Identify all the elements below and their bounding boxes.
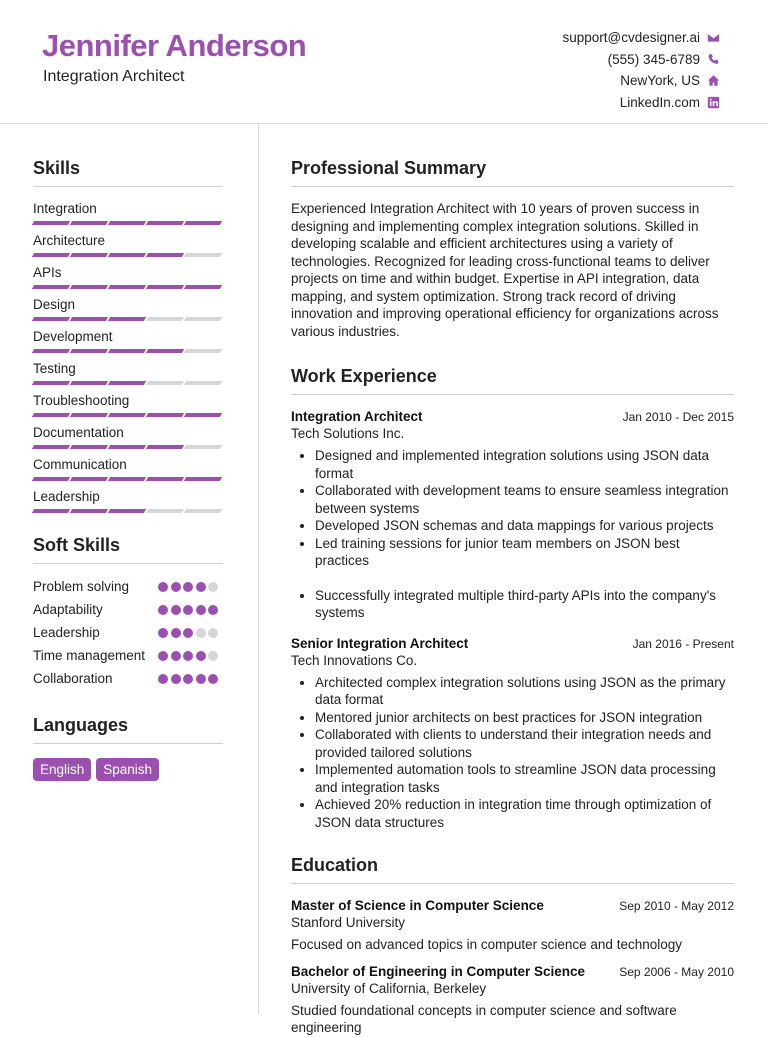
soft-skill-label: Adaptability (33, 602, 103, 617)
rating-dot (196, 628, 206, 638)
soft-skill-row (33, 647, 223, 664)
contact-location (562, 70, 720, 92)
skill-row (33, 393, 223, 417)
job-bullet: • Successfully integrated multiple third-party APIs into the company's systems (315, 587, 734, 622)
skill-level-segment (146, 509, 184, 513)
rating-dot (171, 628, 181, 638)
rating-dot (183, 674, 193, 684)
skill-level-segment (32, 221, 70, 225)
skill-level-segment (70, 221, 108, 225)
skill-row (33, 457, 223, 481)
education-description: Studied foundational concepts in computer science and software engineering (291, 1002, 677, 1035)
job-entry (291, 636, 734, 832)
skill-level-bar (33, 509, 223, 513)
skill-level-segment (70, 349, 108, 353)
rating-dot (208, 674, 218, 684)
skill-level-segment (32, 349, 70, 353)
rating-dot (208, 582, 218, 592)
skill-level-bar (33, 413, 223, 417)
rating-dot (196, 651, 206, 661)
job-company: Tech Solutions Inc. (291, 426, 405, 441)
language-tag: English (33, 758, 91, 781)
job-bullet: • Designed and implemented integration solutions using JSON data format (315, 447, 734, 482)
candidate-role: Integration Architect (43, 68, 185, 85)
job-title: Integration Architect (291, 409, 423, 424)
contact-list (562, 27, 720, 113)
work-heading: Work Experience (291, 366, 734, 395)
soft-skill-rating (158, 651, 221, 661)
contact-linkedin-text[interactable]: LinkedIn.com (619, 94, 700, 110)
candidate-name: Jennifer Anderson (42, 28, 307, 63)
contact-email[interactable] (562, 27, 720, 49)
job-bullet: • Collaborated with development teams to ensure seamless integration between systems (315, 482, 734, 517)
job-title: Senior Integration Architect (291, 635, 469, 651)
education-entry (291, 898, 734, 954)
skill-level-segment (32, 445, 70, 449)
rating-dot (158, 651, 168, 661)
column-divider (258, 124, 259, 1014)
rating-dot (183, 582, 193, 592)
skill-level-segment (32, 381, 70, 385)
skill-label: Design (33, 297, 76, 312)
skill-level-segment (108, 317, 146, 321)
job-bullet: • Architected complex integration solutions using JSON as the primary data format (315, 674, 734, 709)
education-school: Stanford University (291, 915, 406, 930)
education-list (291, 898, 734, 1037)
education-date: Sep 2006 - May 2010 (619, 964, 734, 979)
skill-level-segment (70, 509, 108, 513)
education-school: University of California, Berkeley (291, 980, 487, 996)
contact-email-text[interactable]: support@cvdesigner.ai (562, 30, 700, 46)
skill-level-segment (108, 221, 146, 225)
education-description: Focused on advanced topics in computer science and technology (291, 937, 682, 952)
rating-dot (171, 674, 181, 684)
skill-level-segment (108, 509, 146, 513)
skills-heading: Skills (33, 158, 223, 187)
soft-skill-row (33, 601, 223, 618)
skill-level-segment (184, 413, 222, 417)
skill-level-segment (32, 285, 70, 289)
skill-level-segment (184, 445, 222, 449)
education-date: Sep 2010 - May 2012 (619, 899, 734, 913)
skill-level-segment (184, 509, 222, 513)
languages-heading: Languages (33, 715, 223, 744)
skill-level-segment (108, 253, 146, 257)
work-list (291, 409, 734, 831)
education-degree: Master of Science in Computer Science (291, 898, 544, 913)
soft-skill-row (33, 670, 223, 687)
skill-label: Architecture (33, 233, 106, 248)
skill-level-segment (32, 509, 70, 513)
rating-dot (171, 651, 181, 661)
job-bullets (291, 447, 734, 622)
skill-level-segment (70, 317, 108, 321)
soft-skill-label: Collaboration (33, 671, 113, 686)
skill-level-segment (32, 477, 70, 481)
skill-level-bar (33, 381, 223, 385)
skill-level-segment (108, 477, 146, 481)
job-company: Tech Innovations Co. (291, 652, 418, 668)
rating-dot (196, 674, 206, 684)
skill-label: Troubleshooting (33, 393, 130, 408)
skill-level-segment (146, 477, 184, 481)
contact-location-text: NewYork, US (620, 73, 700, 89)
job-header (291, 636, 734, 651)
skill-row (33, 361, 223, 385)
skill-level-segment (184, 349, 222, 353)
rating-dot (183, 651, 193, 661)
home-icon (706, 74, 720, 88)
skill-level-segment (32, 317, 70, 321)
skill-level-segment (32, 253, 70, 257)
soft-skill-rating (158, 628, 221, 638)
rating-dot (208, 651, 218, 661)
rating-dot (208, 605, 218, 615)
soft-skill-rating (158, 582, 221, 592)
skill-level-segment (70, 477, 108, 481)
skill-level-segment (146, 253, 184, 257)
skill-level-segment (184, 381, 222, 385)
phone-icon (706, 52, 720, 66)
contact-phone-text[interactable]: (555) 345-6789 (607, 51, 700, 67)
skill-level-bar (33, 477, 223, 481)
job-bullet: • Developed JSON schemas and data mappings for various projects (315, 517, 734, 535)
rating-dot (196, 582, 206, 592)
soft-skills-heading: Soft Skills (33, 535, 223, 564)
skill-level-segment (184, 253, 222, 257)
skill-level-segment (70, 285, 108, 289)
job-bullet: • Mentored junior architects on best practices for JSON integration (315, 709, 734, 727)
skill-level-segment (70, 445, 108, 449)
skill-level-segment (108, 413, 146, 417)
skill-label: Leadership (33, 489, 100, 504)
skill-level-segment (70, 253, 108, 257)
skill-row (33, 201, 223, 225)
languages-list (33, 758, 223, 781)
skill-row (33, 425, 223, 449)
education-header (291, 964, 734, 979)
job-bullet: • Implemented automation tools to streamline JSON data processing and integration tasks (315, 761, 734, 796)
skill-label: Testing (33, 361, 76, 376)
skill-level-segment (108, 445, 146, 449)
summary-text: Experienced Integration Architect with 10 years of proven success in designing and implementing complex integration solutions. Skilled in developing scalable and efficient architectures using a variety of technologies. Recognized for leading cross-functional teams to deliver projects on time and within budget. Expertise in API integration, data mapping, and system optimization. Strong track record of driving innovation and improving operational efficiency for organizations across various industries. (291, 201, 719, 339)
skill-row (33, 329, 223, 353)
skill-row (33, 265, 223, 289)
skill-level-segment (146, 285, 184, 289)
skill-level-segment (184, 477, 222, 481)
rating-dot (171, 605, 181, 615)
education-entry (291, 964, 734, 1037)
skill-level-segment (108, 349, 146, 353)
job-entry (291, 409, 734, 622)
soft-skill-label: Problem solving (33, 579, 130, 594)
skill-label: Documentation (33, 425, 124, 440)
skill-level-segment (184, 221, 222, 225)
skill-level-segment (108, 285, 146, 289)
job-date: Jan 2016 - Present (632, 636, 734, 651)
rating-dot (158, 582, 168, 592)
skill-level-bar (33, 253, 223, 257)
skill-level-segment (70, 381, 108, 385)
soft-skill-row (33, 578, 223, 595)
job-bullet: • Collaborated with clients to understand their integration needs and provided tailored solutions (315, 726, 734, 761)
education-heading: Education (291, 855, 734, 884)
skill-level-segment (70, 413, 108, 417)
education-degree: Bachelor of Engineering in Computer Science (291, 963, 586, 979)
skill-level-bar (33, 221, 223, 225)
contact-linkedin[interactable] (562, 92, 720, 114)
skill-level-segment (184, 317, 222, 321)
rating-dot (158, 674, 168, 684)
summary-heading: Professional Summary (291, 158, 734, 187)
job-bullet: • Led training sessions for junior team members on JSON best practices (315, 535, 734, 570)
rating-dot (158, 628, 168, 638)
job-bullets (291, 674, 734, 832)
language-tag: Spanish (96, 758, 159, 781)
envelope-icon (706, 31, 720, 45)
skill-level-segment (146, 349, 184, 353)
soft-skills-list (33, 578, 223, 687)
soft-skill-label: Leadership (33, 625, 100, 640)
skill-level-segment (32, 413, 70, 417)
education-header (291, 898, 734, 913)
skill-level-bar (33, 317, 223, 321)
soft-skill-rating (158, 674, 221, 684)
job-header (291, 409, 734, 424)
skill-row (33, 233, 223, 257)
resume-header (0, 0, 768, 124)
rating-dot (158, 605, 168, 615)
skill-label: Development (33, 329, 113, 344)
skill-level-segment (108, 381, 146, 385)
skill-label: Communication (33, 457, 127, 472)
skill-level-segment (146, 381, 184, 385)
main-content (291, 124, 734, 1037)
skill-level-segment (146, 445, 184, 449)
rating-dot (171, 582, 181, 592)
sidebar (33, 124, 223, 781)
skill-row (33, 489, 223, 513)
soft-skill-label: Time management (33, 648, 146, 663)
linkedin-icon (706, 95, 720, 109)
skill-level-segment (146, 221, 184, 225)
skill-level-bar (33, 285, 223, 289)
rating-dot (183, 605, 193, 615)
job-bullet: • Achieved 20% reduction in integration time through optimization of JSON data structures (315, 796, 734, 831)
skill-level-segment (146, 317, 184, 321)
skills-list (33, 201, 223, 513)
contact-phone[interactable] (562, 49, 720, 71)
job-date: Jan 2010 - Dec 2015 (622, 410, 734, 424)
skill-level-bar (33, 349, 223, 353)
skill-level-segment (146, 413, 184, 417)
skill-label: APIs (33, 265, 62, 280)
rating-dot (208, 628, 218, 638)
skill-level-bar (33, 445, 223, 449)
soft-skill-rating (158, 605, 221, 615)
soft-skill-row (33, 624, 223, 641)
skill-row (33, 297, 223, 321)
skill-label: Integration (33, 201, 97, 216)
rating-dot (183, 628, 193, 638)
rating-dot (196, 605, 206, 615)
skill-level-segment (184, 285, 222, 289)
